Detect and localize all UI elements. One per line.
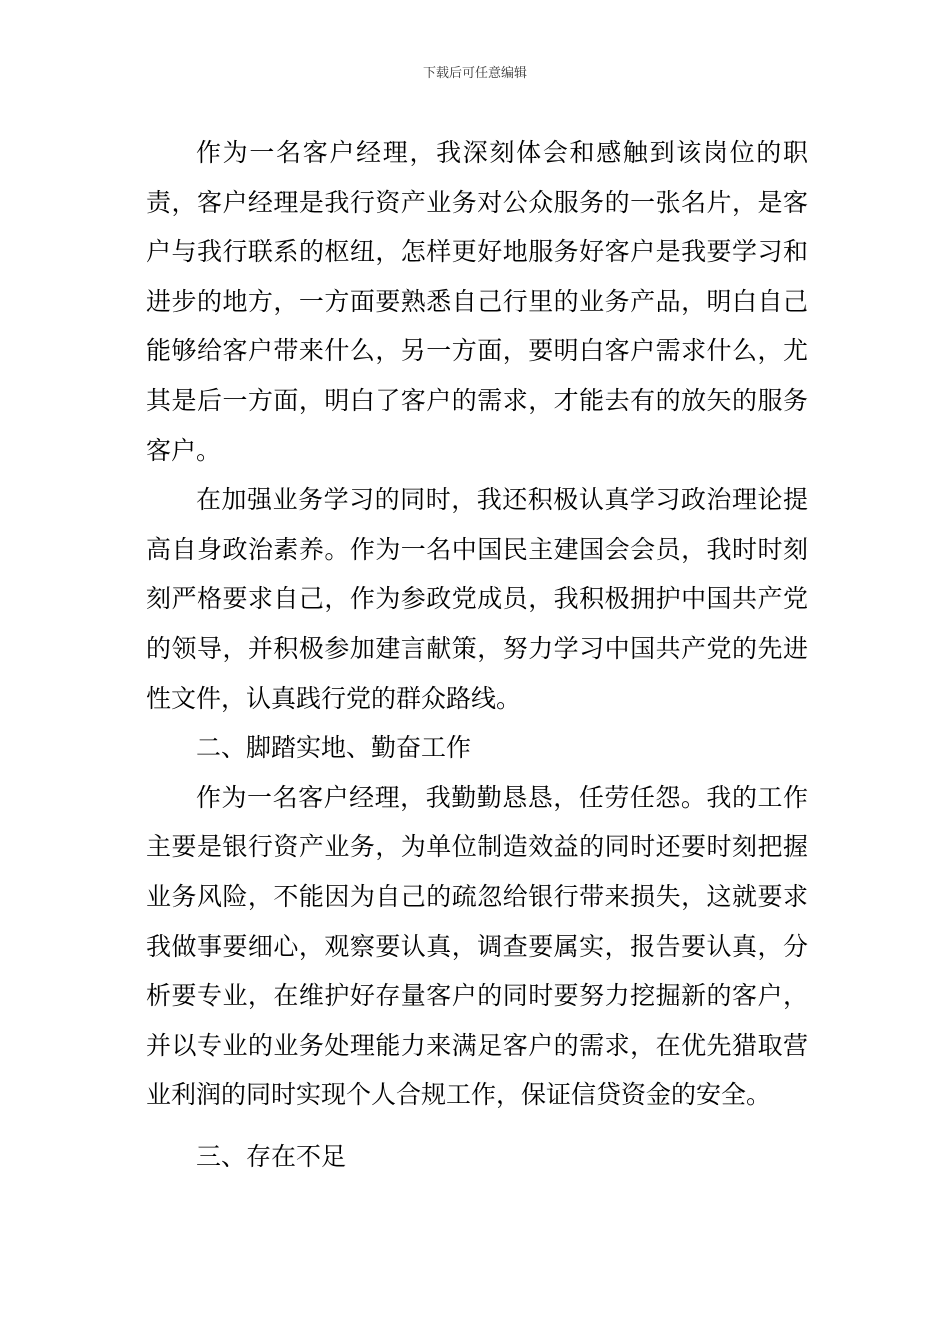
section-heading-diligent-work: 二、脚踏实地、勤奋工作 <box>196 733 472 763</box>
paragraph-political-study: 在加强业务学习的同时，我还积极认真学习政治理论提高自身政治素养。作为一名中国民主建国会会员，我时时刻刻严格要求自己，作为参政党成员，我积极拥护中国共产党的领导，并积极参加建言献策，努力学习中国共产党的先进性文件，认真践行党的群众路线。 <box>146 485 808 713</box>
page-header: 下载后可任意编辑 <box>422 66 527 81</box>
section-heading-shortcomings: 三、存在不足 <box>196 1141 347 1171</box>
paragraph-work-description: 作为一名客户经理，我勤勤恳恳，任劳任怨。我的工作主要是银行资产业务，为单位制造效益的同时还要时刻把握业务风险，不能因为自己的疏忽给银行带来损失，这就要求我做事要细心，观察要认真，调查要属实，报告要认真，分析要专业，在维护好存量客户的同时要努力挖掘新的客户，并以专业的业务处理能力来满足客户的需求，在优先猎取营业利润的同时实现个人合规工作，保证信贷资金的安全。 <box>146 782 808 1110</box>
document-body <box>146 128 808 1181</box>
paragraph-customer-manager-duty: 作为一名客户经理，我深刻体会和感触到该岗位的职责，客户经理是我行资产业务对公众服务的一张名片，是客户与我行联系的枢纽，怎样更好地服务好客户是我要学习和进步的地方，一方面要熟悉自己行里的业务产品，明白自己能够给客户带来什么，另一方面，要明白客户需求什么，尤其是后一方面，明白了客户的需求，才能去有的放矢的服务客户。 <box>146 138 808 465</box>
